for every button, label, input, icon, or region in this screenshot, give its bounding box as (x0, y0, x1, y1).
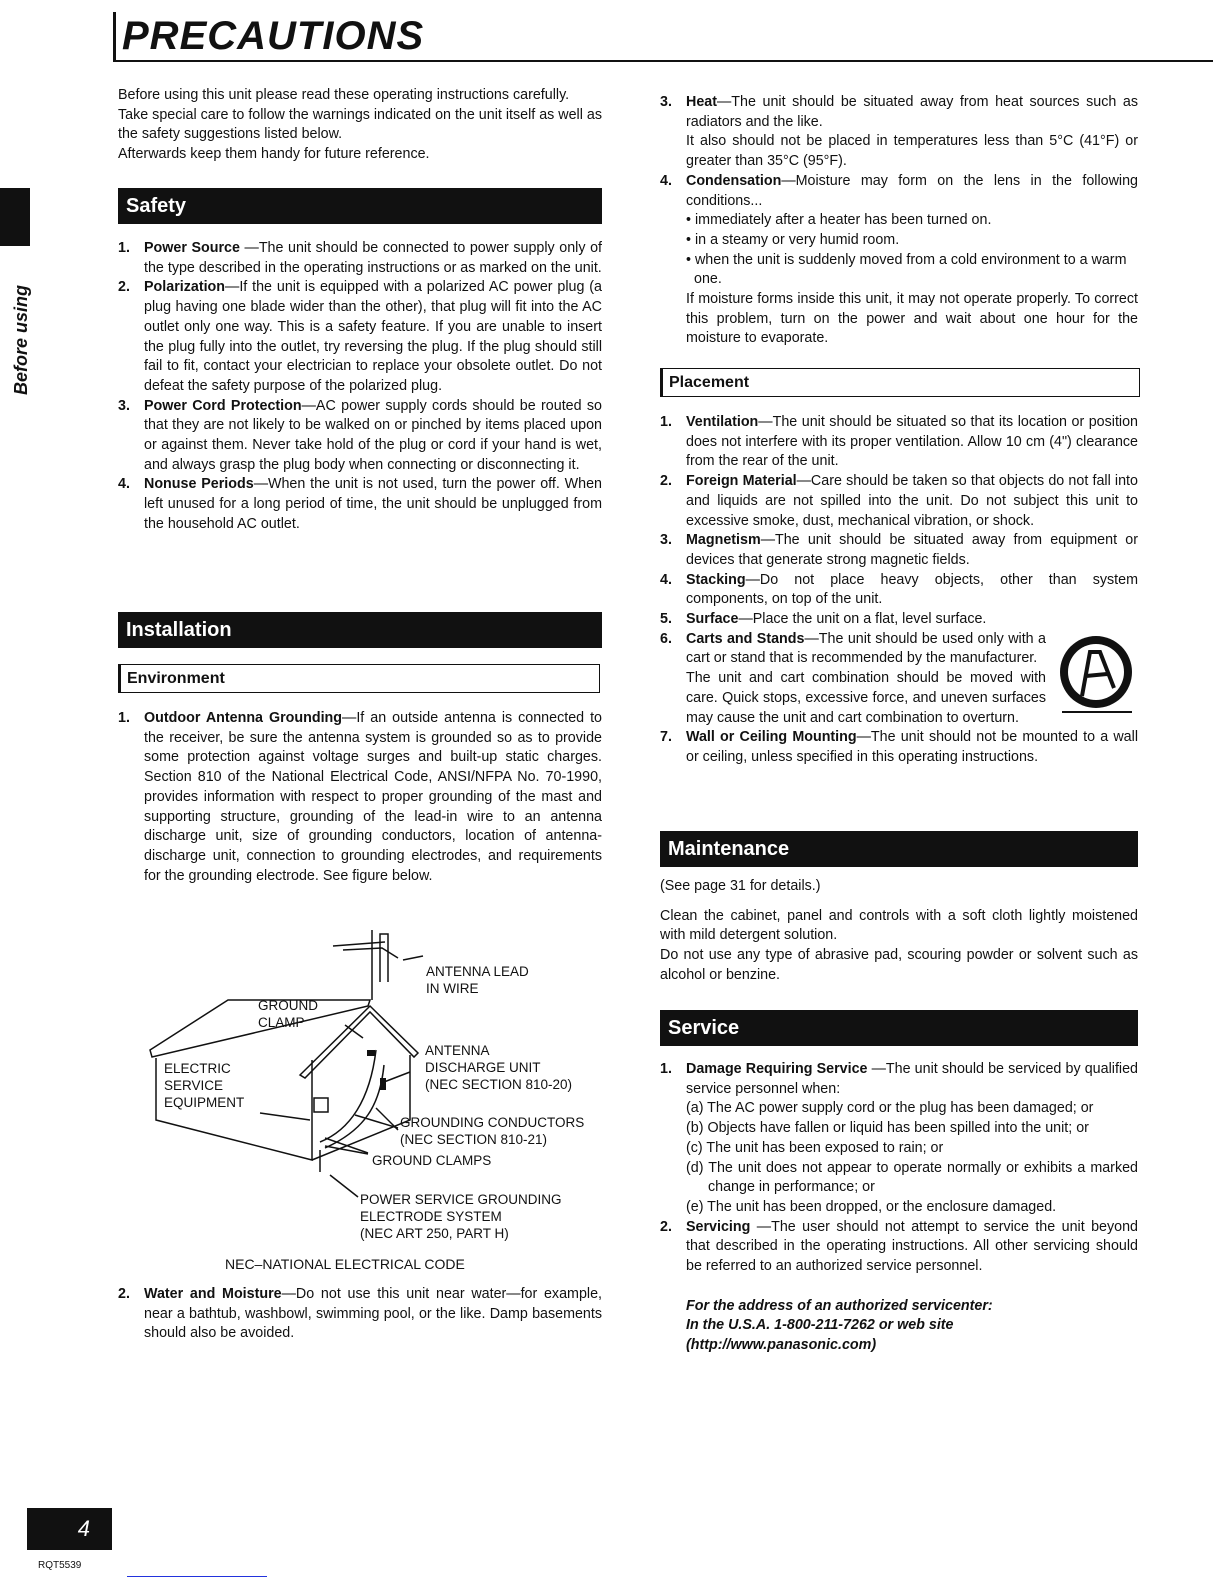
service-condition: (a) The AC power supply cord or the plug has been damaged; or (686, 1100, 1094, 1117)
item-term: Stacking (686, 571, 746, 588)
antenna-grounding-diagram (140, 920, 610, 1250)
item-term: Ventilation (686, 414, 759, 430)
bullet-item: • when the unit is suddenly moved from a cold environment to a warm one. (686, 251, 1127, 288)
service-condition: (d) The unit does not appear to operate normally or exhibits a marked change in performance; or (686, 1159, 1138, 1196)
service-condition: (c) The unit has been exposed to rain; or (686, 1139, 944, 1156)
item-number: 1. (118, 710, 130, 726)
list-item (118, 278, 602, 396)
item-text: —The unit should be connected to power supply only of the type described in the operating instructions or as marked on the unit. (144, 240, 602, 276)
list-item (118, 475, 602, 534)
item-term: Surface (686, 611, 739, 628)
service-list (660, 1060, 1138, 1099)
list-item (660, 1060, 1138, 1099)
list-item (118, 397, 602, 476)
label-power-service: POWER SERVICE GROUNDING ELECTRODE SYSTEM (NEC ART 250, PART H) (360, 1192, 562, 1241)
servicenter-info (660, 1297, 1138, 1356)
item-text: —Care should be taken so that objects do not fall into and liquids are not spilled into the unit. Do not subject this unit to excessive smoke, dust, mechanical vibration, or shock. (686, 473, 1138, 529)
servicenter-line: For the address of an authorized servicenter: (686, 1297, 993, 1314)
servicenter-website[interactable]: (http://www.panasonic.com) (686, 1337, 877, 1354)
list-item (660, 93, 1138, 172)
side-tab-text: Before using (11, 284, 31, 395)
intro-text: Before using this unit please read these operating instructions carefully. Take special care to follow the warnings indicated on the unit itself as well as the safety suggestions listed below. Afterwards keep them handy for future reference. (118, 87, 602, 163)
installation-heading: Installation (118, 612, 602, 648)
item-number: 4. (660, 172, 672, 189)
item-text: —If an outside antenna is connected to the receiver, be sure the antenna system is grounded so as to provide some protection against voltage surges and built-up static charges. Section 810 of the National Electrical Code, ANSI/NFPA No. 70-1990, provides information with respect to proper grounding of the mast and supporting structure, grounding of the lead-in wire to an antenna discharge unit, size of grounding conductors, location of antenna-discharge unit, connection to grounding electrodes, and requirements for the grounding electrode. See figure below. (144, 710, 602, 884)
section-tab-label (8, 250, 48, 400)
item-term: Magnetism (686, 532, 761, 549)
list-item (660, 472, 1138, 531)
environment-list-right (660, 93, 1138, 211)
placement-list (660, 413, 1138, 768)
item-text: —The unit should be situated so that its location or position does not interfere with its proper ventilation. Allow 10 cm (4") clearance from the rear of the unit. (686, 414, 1138, 470)
item-number: 2. (118, 1286, 130, 1302)
maintenance-text-1: Clean the cabinet, panel and controls with a soft cloth lightly moistened with mild detergent solution. (660, 907, 1138, 944)
label-ground-clamp: GROUND CLAMP (258, 998, 318, 1030)
item-number: 3. (118, 397, 130, 414)
model-code: RQT5539 (38, 1560, 82, 1571)
item-number: 4. (118, 476, 130, 493)
maintenance-text-2: Do not use any type of abrasive pad, scouring powder or solvent such as alcohol or benzine. (660, 947, 1138, 983)
scan-line (127, 1576, 267, 1577)
item-text: —The user should not attempt to service the unit beyond that described in the operating instructions. All other servicing should be referred to an authorized service personnel. (686, 1218, 1138, 1275)
list-item (660, 172, 1138, 211)
bullet-item: • immediately after a heater has been turned on. (686, 212, 992, 229)
item-term: Condensation (686, 172, 782, 189)
placement-heading: Placement (660, 368, 1140, 397)
label-discharge-unit: ANTENNA DISCHARGE UNIT (NEC SECTION 810-20) (425, 1043, 573, 1092)
item-term: Damage Requiring Service (686, 1061, 868, 1077)
label-grounding-conductors: GROUNDING CONDUCTORS (NEC SECTION 810-21) (400, 1115, 585, 1147)
label-ground-clamps: GROUND CLAMPS (372, 1153, 492, 1168)
maintenance-section (660, 877, 1138, 986)
list-item (118, 709, 602, 886)
item-term: Carts and Stands (686, 630, 805, 647)
service-list-2 (660, 1218, 1138, 1277)
item-text: —The unit should be serviced by qualified service personnel when: (686, 1061, 1138, 1097)
bullet-item: • in a steamy or very humid room. (686, 231, 900, 248)
item-number: 1. (118, 240, 130, 256)
item-number: 4. (660, 571, 672, 588)
list-item (660, 610, 1138, 630)
item-text: —Do not place heavy objects, other than system components, on top of the unit. (686, 571, 1138, 608)
service-section (660, 1060, 1138, 1356)
item-number: 3. (660, 532, 672, 549)
maintenance-heading: Maintenance (660, 831, 1138, 867)
item-text: —The unit should not be mounted to a wall or ceiling, unless specified in this operating instructions. (686, 729, 1138, 765)
item-term: Foreign Material (686, 473, 797, 490)
page-number-box (27, 1508, 112, 1550)
section-tab-marker (0, 188, 30, 246)
list-item (660, 531, 1138, 570)
item-term: Power Cord Protection (144, 397, 302, 414)
service-conditions (660, 1099, 1138, 1217)
item-number: 1. (660, 1061, 672, 1077)
item-term: Wall or Ceiling Mounting (686, 729, 857, 746)
item-term: Water and Moisture (144, 1286, 282, 1302)
item-text: —Moisture may form on the lens in the following conditions... (686, 172, 1138, 209)
environment-list (118, 709, 602, 886)
page-number: 4 (77, 1516, 90, 1541)
title-rule (113, 60, 1213, 62)
item-term: Heat (686, 94, 717, 110)
servicenter-phone: In the U.S.A. 1-800-211-7262 or web site (686, 1317, 954, 1334)
list-item (118, 1285, 602, 1344)
list-item (660, 571, 1138, 610)
item-number: 7. (660, 729, 672, 746)
item-term: Polarization (144, 279, 226, 296)
list-item (660, 1218, 1138, 1277)
environment-heading: Environment (118, 664, 600, 693)
service-condition: (e) The unit has been dropped, or the enclosure damaged. (686, 1198, 1057, 1215)
safety-list (118, 239, 602, 535)
item-text: —Place the unit on a flat, level surface. (738, 611, 987, 628)
maintenance-see-page: (See page 31 for details.) (660, 878, 821, 894)
item-term: Nonuse Periods (144, 476, 254, 493)
list-item (660, 728, 1138, 767)
cart-warning-icon (1054, 630, 1138, 716)
item-text: —The unit should be situated away from heat sources such as radiators and the like. It also should not be placed in temperatures less than 5°C (41°F) or greater than 35°C (95°F). (686, 94, 1138, 170)
service-condition: (b) Objects have fallen or liquid has been spilled into the unit; or (686, 1120, 1089, 1137)
right-column (660, 93, 1138, 349)
item-term: Servicing (686, 1218, 751, 1235)
item-text: —The unit should be used only with a cart or stand that is recommended by the manufacturer. The unit and cart combination should be moved with care. Quick stops, excessive force, and uneven surfaces may cause the unit and cart combination to overturn. (686, 630, 1046, 726)
item-number: 3. (660, 94, 672, 110)
item-number: 1. (660, 414, 672, 430)
item-number: 2. (660, 1218, 672, 1235)
item-number: 2. (660, 473, 672, 490)
list-item (660, 413, 1138, 472)
service-heading: Service (660, 1010, 1138, 1046)
item-text: —The unit should be situated away from equipment or devices that generate strong magnetic fields. (686, 532, 1138, 568)
list-item (118, 239, 602, 278)
safety-heading: Safety (118, 188, 602, 224)
item-number: 6. (660, 630, 672, 647)
condensation-note: If moisture forms inside this unit, it may not operate properly. To correct this problem, turn on the power and wait about one hour for the moisture to evaporate. (686, 291, 1138, 347)
item-term: Outdoor Antenna Grounding (144, 710, 343, 726)
left-column (118, 86, 602, 165)
item-number: 2. (118, 279, 130, 296)
label-antenna-lead: ANTENNA LEAD IN WIRE (426, 964, 529, 996)
item-number: 5. (660, 611, 672, 628)
condensation-bullets (660, 211, 1138, 290)
label-electric-service: ELECTRIC SERVICE EQUIPMENT (164, 1061, 245, 1110)
page-title: PRECAUTIONS (113, 12, 424, 60)
item-text: —If the unit is equipped with a polarized AC power plug (a plug having one blade wider than the other), that plug will fit into the AC outlet only one way. This is a safety feature. If you are unable to insert the plug fully into the outlet, try reversing the plug. If the plug should still fail to fit, contact your electrician to replace your obsolete outlet. Do not defeat the safety purpose of the polarized plug. (144, 279, 602, 394)
environment-list-cont (118, 1285, 602, 1344)
diagram-caption: NEC–NATIONAL ELECTRICAL CODE (225, 1256, 465, 1272)
item-text: —AC power supply cords should be routed so that they are not likely to be walked on or pinched by items placed upon or against them. Never take hold of the plug or cord if your hand is wet, and always grasp the plug body when connecting or disconnecting it. (144, 397, 602, 473)
list-item (660, 630, 1138, 729)
item-term: Power Source (144, 240, 240, 256)
item-text: —When the unit is not used, turn the power off. When left unused for a long period of time, the unit should be unplugged from the household AC outlet. (144, 476, 602, 532)
item-text: —Do not use this unit near water—for example, near a bathtub, washbowl, swimming pool, or the like. Damp basements should also be avoided. (144, 1286, 602, 1342)
